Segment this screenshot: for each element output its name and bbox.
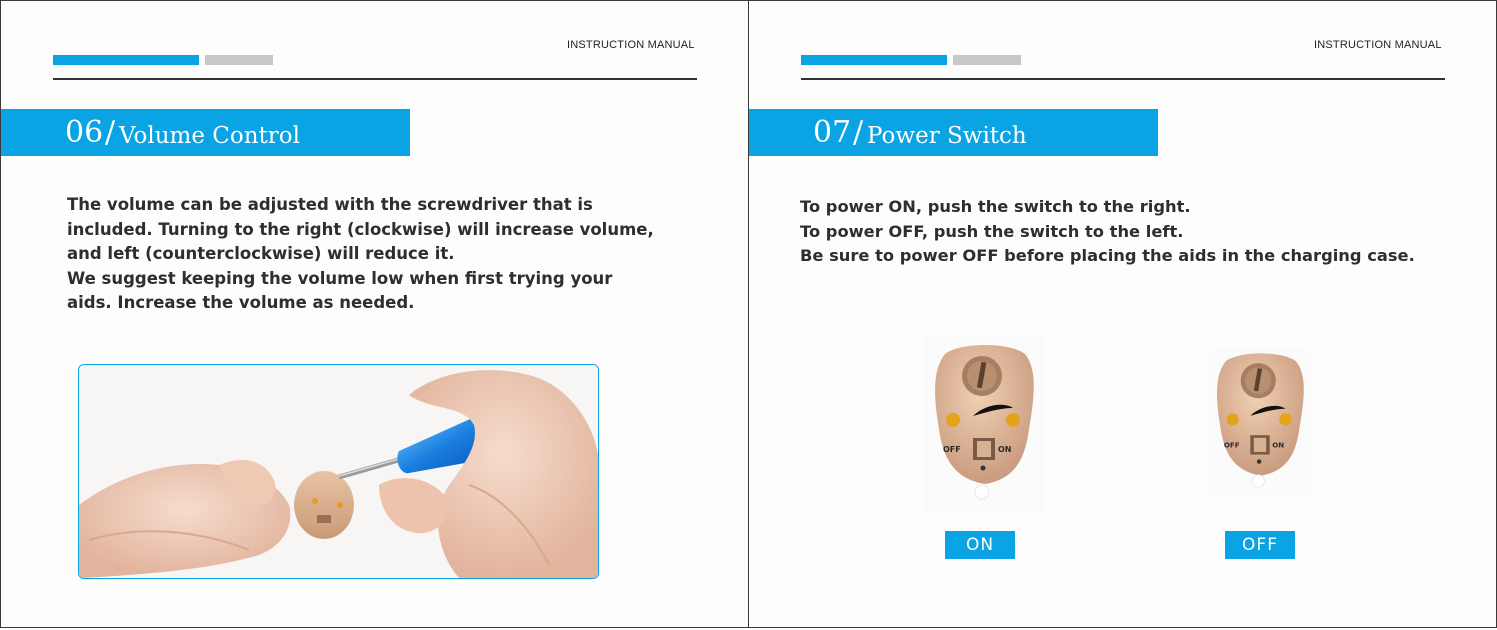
device-on-text: ON bbox=[998, 445, 1012, 454]
paragraph-line: We suggest keeping the volume low when first trying your bbox=[67, 268, 613, 288]
paragraph-line: To power OFF, push the switch to the left. bbox=[800, 221, 1184, 241]
section-title: Volume Control bbox=[119, 123, 300, 149]
accent-bar-gray bbox=[953, 55, 1021, 65]
header-label: INSTRUCTION MANUAL bbox=[1314, 39, 1442, 51]
paragraph-line: and left (counterclockwise) will reduce it. bbox=[67, 244, 455, 263]
header-divider bbox=[53, 78, 697, 80]
paragraph-line: The volume can be adjusted with the screwdriver that is bbox=[67, 195, 593, 214]
screwdriver-photo bbox=[78, 364, 599, 579]
accent-bar-blue bbox=[53, 55, 199, 65]
device-on-text: ON bbox=[1272, 440, 1285, 450]
hearing-aid-on-image bbox=[925, 334, 1043, 514]
body-paragraph bbox=[67, 193, 707, 316]
paragraph-line: included. Turning to the right (clockwise) will increase volume, bbox=[67, 219, 654, 239]
paragraph-line: aids. Increase the volume as needed. bbox=[67, 293, 415, 312]
section-title: Power Switch bbox=[867, 123, 1027, 149]
off-state-label: OFF bbox=[1225, 531, 1295, 559]
device-off-text: OFF bbox=[943, 445, 961, 454]
section-number: 07 bbox=[813, 115, 852, 150]
body-paragraph bbox=[800, 195, 1490, 269]
title-slash: / bbox=[105, 115, 116, 150]
paragraph-line: To power ON, push the switch to the right. bbox=[800, 197, 1191, 216]
hand-screwdriver-illustration bbox=[79, 365, 598, 578]
accent-bar-blue bbox=[801, 55, 947, 65]
section-number: 06 bbox=[65, 115, 104, 150]
title-slash: / bbox=[853, 115, 864, 150]
header-divider bbox=[801, 78, 1445, 80]
device-off-text: OFF bbox=[1223, 440, 1240, 450]
paragraph-line: Be sure to power OFF before placing the aids in the charging case. bbox=[800, 246, 1415, 265]
section-title-band bbox=[1, 109, 410, 156]
hearing-aid-off-image bbox=[1208, 349, 1312, 495]
section-title-band bbox=[749, 109, 1158, 156]
header-label: INSTRUCTION MANUAL bbox=[567, 39, 695, 51]
accent-bar-gray bbox=[205, 55, 273, 65]
left-page bbox=[0, 0, 749, 628]
on-state-label: ON bbox=[945, 531, 1015, 559]
right-page bbox=[748, 0, 1497, 628]
